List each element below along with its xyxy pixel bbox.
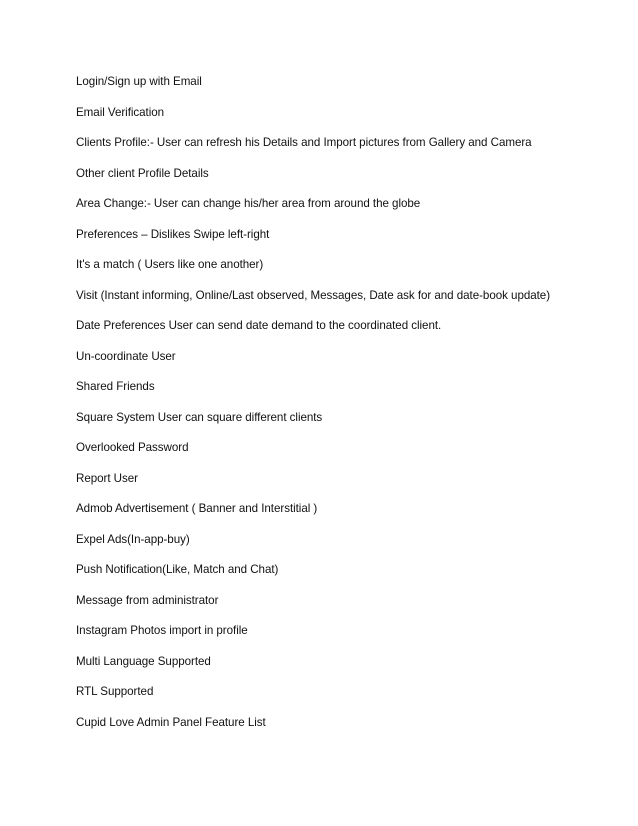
feature-line: Push Notification(Like, Match and Chat) xyxy=(76,563,279,576)
feature-line: Preferences – Dislikes Swipe left-right xyxy=(76,227,270,241)
feature-line: RTL Supported xyxy=(76,685,154,698)
feature-line: Admob Advertisement ( Banner and Interstitial ) xyxy=(76,502,318,515)
feature-line: Report User xyxy=(76,471,138,485)
feature-line: Square System User can square different clients xyxy=(76,410,323,424)
feature-line: It's a match ( Users like one another) xyxy=(76,258,264,271)
feature-list xyxy=(76,72,616,743)
feature-line: Other client Profile Details xyxy=(76,166,209,180)
feature-line: Date Preferences User can send date demand to the coordinated client. xyxy=(76,319,442,332)
feature-line: Login/Sign up with Email xyxy=(76,75,202,88)
feature-line: Un-coordinate User xyxy=(76,349,176,363)
feature-line: Expel Ads(In-app-buy) xyxy=(76,532,190,546)
feature-line: Message from administrator xyxy=(76,593,219,607)
feature-line: Email Verification xyxy=(76,105,165,119)
feature-line: Area Change:- User can change his/her area from around the globe xyxy=(76,197,421,210)
feature-line: Cupid Love Admin Panel Feature List xyxy=(76,715,266,729)
feature-line: Visit (Instant informing, Online/Last observed, Messages, Date ask for and date-book update) xyxy=(76,288,551,302)
feature-line: Multi Language Supported xyxy=(76,654,211,668)
feature-line: Shared Friends xyxy=(76,380,155,393)
feature-line: Instagram Photos import in profile xyxy=(76,624,248,637)
feature-line: Clients Profile:- User can refresh his Details and Import pictures from Gallery and Camera xyxy=(76,136,532,149)
feature-line: Overlooked Password xyxy=(76,441,189,454)
